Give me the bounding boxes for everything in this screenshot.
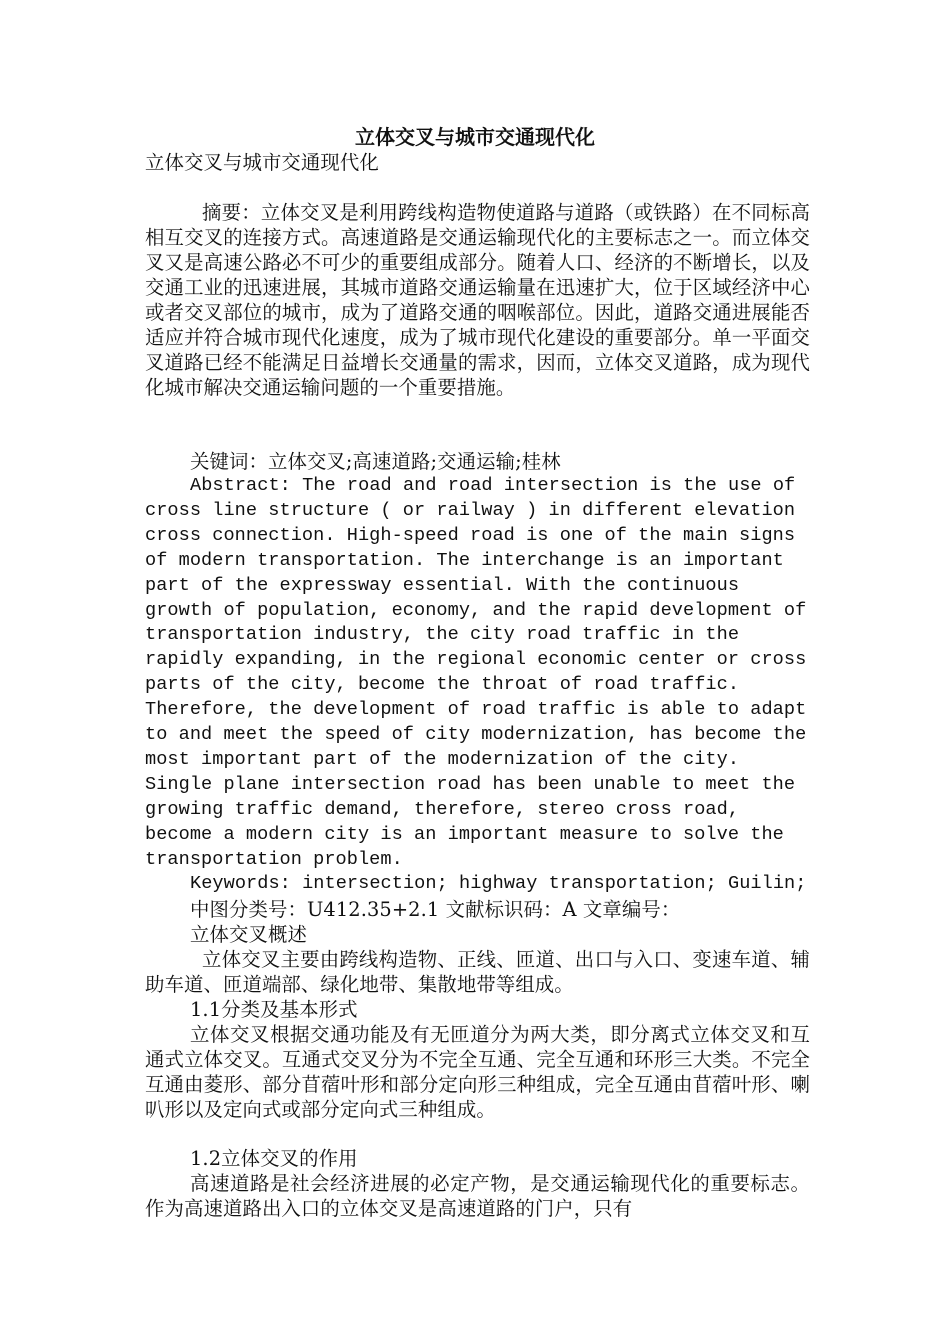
section-heading-1-2: 1.2立体交叉的作用 bbox=[190, 1147, 358, 1170]
paragraph-1-2: 高速道路是社会经济进展的必定产物，是交通运输现代化的重要标志。作为高速道路出入口的立体交叉是高速道路的门户，只有 bbox=[145, 1172, 810, 1220]
classification-line: 中图分类号：U412.35+2.1 文献标识码：A 文章编号： bbox=[190, 898, 681, 921]
section-heading-overview: 立体交叉概述 bbox=[190, 923, 307, 946]
section-heading-1-1: 1.1分类及基本形式 bbox=[190, 998, 358, 1021]
document-subtitle: 立体交叉与城市交通现代化 bbox=[145, 151, 379, 174]
document-title: 立体交叉与城市交通现代化 bbox=[355, 125, 595, 149]
keywords-chinese: 关键词：立体交叉;高速道路;交通运输;桂林 bbox=[190, 450, 561, 473]
abstract-english: Abstract: The road and road intersection is the use of cross line structure ( or railway ) in different elevation cross connection. High-speed road is one of the main signs of modern transportation. The interchange is an important part of the expressway essential. With the continuous growth of population, economy, and the rapid development of transportation industry, the city road traffic in the rapidly expanding, in the regional economic center or cross parts of the city, become the throat of road traffic. Therefore, the development of road traffic is able to adapt to and meet the speed of city modernization, has become the most important part of the modernization of the city. Single plane intersection road has been unable to meet the growing traffic demand, therefore, stereo cross road, become a modern city is an important measure to solve the transportation problem. bbox=[145, 475, 807, 870]
paragraph-1-1: 立体交叉根据交通功能及有无匝道分为两大类，即分离式立体交叉和互通式立体交叉。互通式交叉分为不完全互通、完全互通和环形三大类。不完全互通由菱形、部分苜蓿叶形和部分定向形三种组成，完全互通由苜蓿叶形、喇叭形以及定向式或部分定向式三种组成。 bbox=[145, 1023, 810, 1121]
overview-paragraph: 立体交叉主要由跨线构造物、正线、匝道、出口与入口、变速车道、辅助车道、匝道端部、绿化地带、集散地带等组成。 bbox=[145, 948, 810, 996]
abstract-chinese: 摘要：立体交叉是利用跨线构造物使道路与道路（或铁路）在不同标高相互交叉的连接方式。高速道路是交通运输现代化的主要标志之一。而立体交叉又是高速公路必不可少的重要组成部分。随着人口、经济的不断增长，以及交通工业的迅速进展，其城市道路交通运输量在迅速扩大，位于区域经济中心或者交叉部位的城市，成为了道路交通的咽喉部位。因此，道路交通进展能否适应并符合城市现代化速度，成为了城市现代化建设的重要部分。单一平面交叉道路已经不能满足日益增长交通量的需求，因而，立体交叉道路，成为现代化城市解决交通运输问题的一个重要措施。 bbox=[145, 201, 810, 399]
keywords-english: Keywords: intersection; highway transportation; Guilin; bbox=[190, 873, 807, 894]
